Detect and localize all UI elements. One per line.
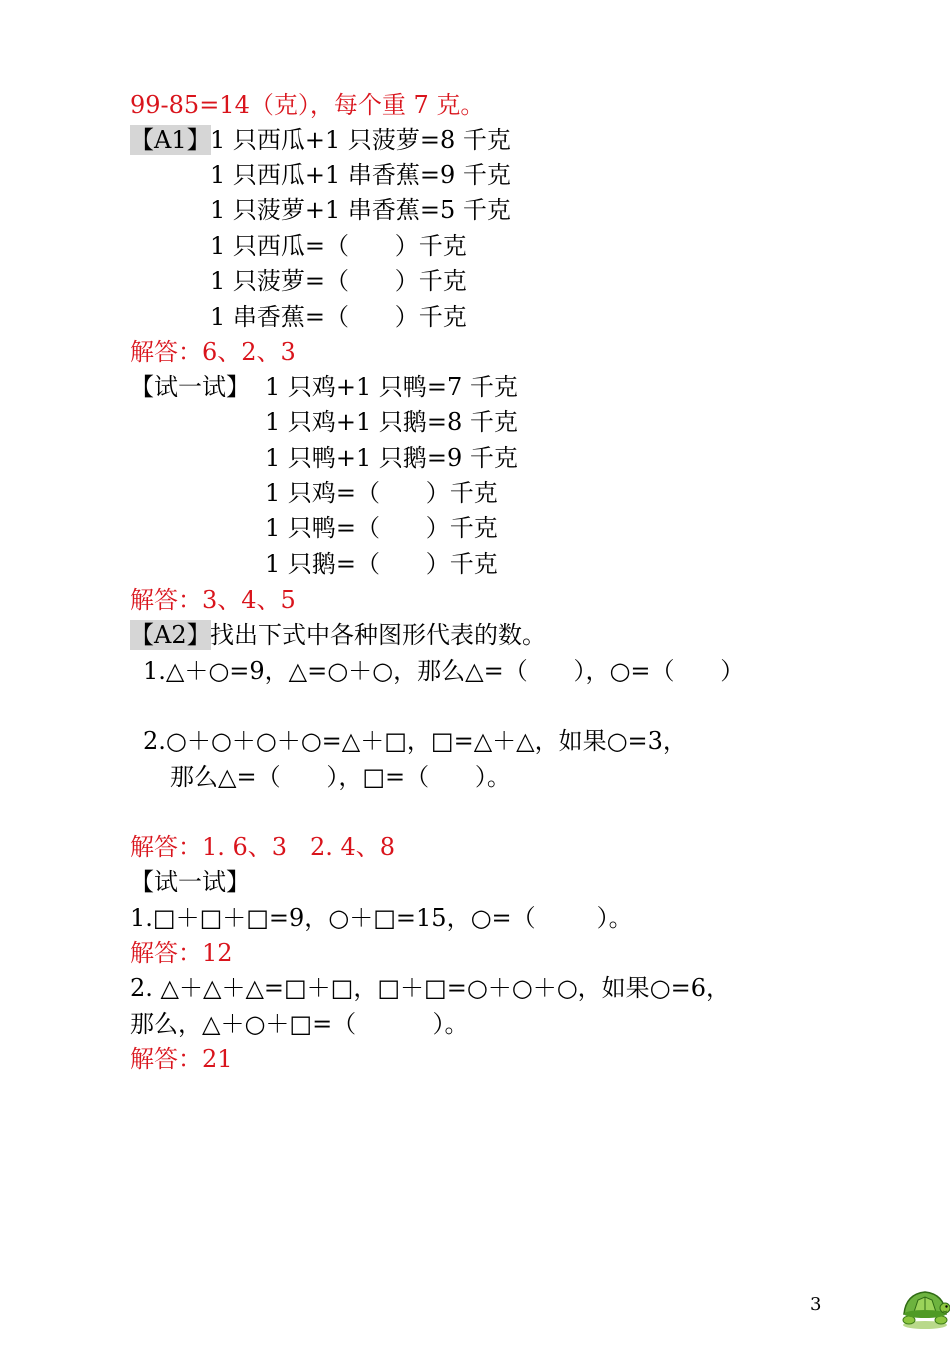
a1-answer: 解答：6、2、3 [130,338,296,366]
intro-answer-line: 99-85=14（克），每个重 7 克。 [130,91,485,119]
page-number: 3 [810,1294,822,1315]
try2-answer-2: 解答：21 [130,1045,233,1073]
tag-a1: 【A1】 [130,126,211,154]
try1-equation-2: 1 只鸡+1 只鹅=8 千克 [265,408,518,436]
try1-answer: 解答：3、4、5 [130,586,296,614]
tag-a2: 【A2】 [130,621,211,649]
a1-equation-1: 1 只西瓜+1 只菠萝=8 千克 [210,126,511,154]
a2-answer: 解答：1. 6、3 2. 4、8 [130,833,396,861]
try2-answer-1: 解答：12 [130,939,233,967]
try1-question-3: 1 只鹅=（ ）千克 [265,550,498,578]
turtle-icon [898,1284,950,1330]
tag-try-1: 【试一试】 [130,373,250,401]
try2-problem-2-line-1: 2. △＋△＋△=□＋□，□＋□=○＋○＋○，如果○=6， [130,974,730,1002]
try1-question-1: 1 只鸡=（ ）千克 [265,479,498,507]
try1-equation-1: 1 只鸡+1 只鸭=7 千克 [265,373,518,401]
a1-equation-3: 1 只菠萝+1 串香蕉=5 千克 [210,196,511,224]
a2-problem-2-line-2: 那么△=（ ），□=（ ）。 [170,763,511,791]
try2-problem-2-line-2: 那么，△＋○＋□=（ ）。 [130,1010,469,1038]
a1-question-3: 1 串香蕉=（ ）千克 [210,303,467,331]
a2-problem-2-line-1: 2.○＋○＋○＋○=△＋□，□=△＋△，如果○=3， [143,727,687,755]
a2-instruction: 找出下式中各种图形代表的数。 [210,621,546,649]
a1-equation-2: 1 只西瓜+1 串香蕉=9 千克 [210,161,511,189]
try2-problem-1: 1.□＋□＋□=9，○＋□=15，○=（ ）。 [130,904,633,932]
a1-question-1: 1 只西瓜=（ ）千克 [210,232,467,260]
a1-question-2: 1 只菠萝=（ ）千克 [210,267,467,295]
tag-try-2: 【试一试】 [130,868,250,896]
a2-problem-1: 1.△＋○=9，△=○＋○，那么△=（ ），○=（ ） [143,657,745,685]
try1-question-2: 1 只鸭=（ ）千克 [265,514,498,542]
try1-equation-3: 1 只鸭+1 只鹅=9 千克 [265,444,518,472]
